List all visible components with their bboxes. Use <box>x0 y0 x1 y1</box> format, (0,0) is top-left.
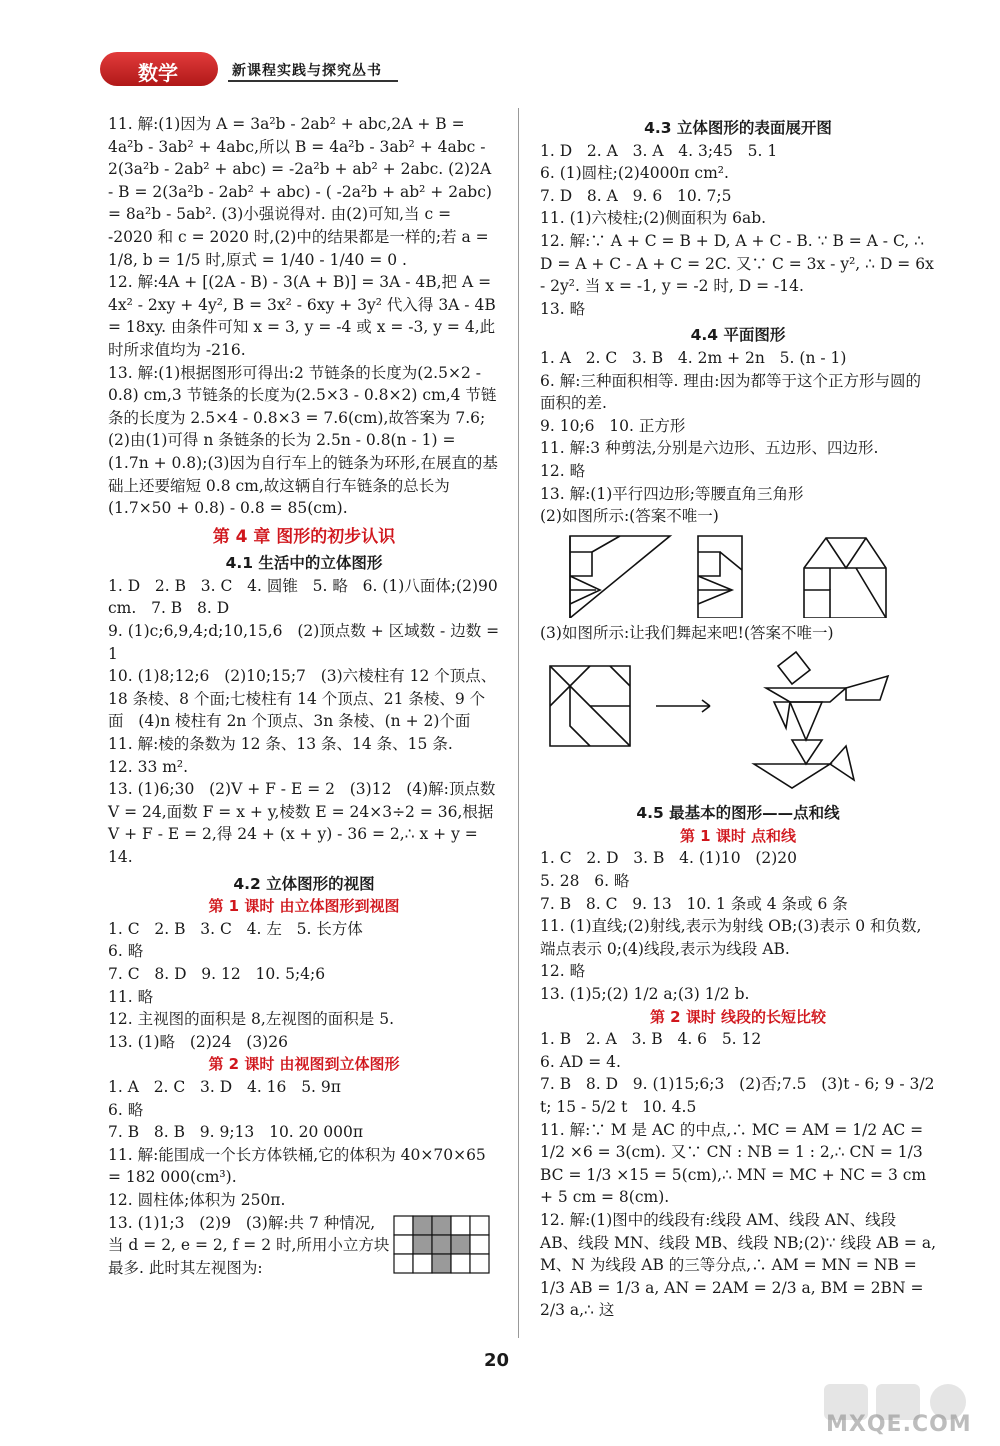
grid-cell <box>470 1235 489 1254</box>
answer-text: 13. (1)5;(2) 1/2 a;(3) 1/2 b. <box>540 985 750 1004</box>
dancer-edge <box>790 702 822 740</box>
answer-text: 7. C 8. D 9. 12 10. 5;4;6 <box>108 964 326 983</box>
answer-text: 11. (1)直线;(2)射线,表示为射线 OB;(3)表示 0 和负数,端点表示 0;(4)线段,表示为线段 AB. <box>540 917 922 958</box>
tangram-edge <box>570 552 592 576</box>
chapter-title: 第 4 章 图形的初步认识 <box>212 526 396 547</box>
answer-text: 1. C 2. D 3. B 4. (1)10 (2)20 <box>540 849 798 868</box>
answer-text: 1. C 2. B 3. C 4. 左 5. 长方体 <box>108 919 363 938</box>
section-title: 4.1 生活中的立体图形 <box>225 554 383 573</box>
right-column <box>540 113 941 1322</box>
grid-cell <box>451 1254 470 1273</box>
answer-text: 13. (1)6;30 (2)V + F - E = 2 (3)12 (4)解:顶点数 V = 24,面数 F = x + y,棱数 E = 24×3÷2 = 36,根据 V + F - E = 2,得 24 + (x + y) - 36 = 2,∴ x + y = 14. <box>108 780 501 866</box>
answer-text: 12. 圆柱体;体积为 250π. <box>108 1190 286 1209</box>
subject-label: 数学 <box>138 61 178 85</box>
lesson-title: 第 1 课时 点和线 <box>679 826 797 845</box>
answer-text: 13. (1)1;3 (2)9 (3)解:共 7 种情况,当 d = 2, e = 2, f = 2 时,所用小立方块最多. 此时其左视图为: <box>108 1213 390 1277</box>
answer-text: 1. D 2. A 3. A 4. 3;45 5. 1 <box>540 141 778 160</box>
answer-text: 11. 解:∵ M 是 AC 的中点,∴ MC = AM = 1/2 AC = 1/2 ×6 = 3(cm). 又∵ CN : NB = 1 : 2,∴ CN = 1/3 BC = 1/3 ×15 = 5(cm),∴ MN = MC + NC = 3 cm + 5 cm = 8(cm). <box>540 1120 932 1207</box>
subject-badge <box>100 52 218 86</box>
page-number: 20 <box>484 1350 510 1371</box>
tangram-edge <box>804 538 886 618</box>
tangram-edge <box>570 536 670 618</box>
tangram-dancer-figure <box>540 648 920 798</box>
answer-text: 12. 略 <box>540 962 586 981</box>
answer-text: 12. 解:(1)图中的线段有:线段 AM、线段 AN、线段 AB、线段 MN、线段 MB、线段 NB;(2)∵ 线段 AB = a, M、N 为线段 AB 的三等分点,∴ AM = MN = NB = 1/3 AB = 1/3 a, AN = 2AM = 2/3 a, BM = 2BN = 2/3 a,∴ 这 <box>540 1210 941 1320</box>
grid-cell <box>394 1254 413 1273</box>
lesson-title: 第 1 课时 由立体图形到视图 <box>208 897 400 916</box>
answer-text: 5. 28 6. 略 <box>540 872 630 891</box>
answer-text: (3)如图所示:让我们舞起来吧!(答案不唯一) <box>540 623 834 642</box>
answer-text: 11. 略 <box>108 987 154 1006</box>
answer-text: 13. 解:(1)平行四边形;等腰直角三角形 <box>540 484 804 503</box>
answer-text: 13. (1)略 (2)24 (3)26 <box>108 1032 288 1051</box>
left-column <box>108 113 505 1279</box>
answer-text: 11. (1)六棱柱;(2)侧面积为 6ab. <box>540 209 767 228</box>
answer-text: 6. 解:三种面积相等. 理由:因为都等于这个正方形与圆的面积的差. <box>540 371 922 413</box>
tangram-edge <box>804 590 830 618</box>
header-rule <box>228 80 398 82</box>
answer-text: 13. 解:(1)根据图形可得出:2 节链条的长度为(2.5×2 - 0.8) cm,3 节链条的长度为(2.5×3 - 0.8×2) cm,4 节链条的长度为 2.5×4 - 0.8×3 = 7.6(cm),故答案为 7.6;(2)由(1)可得 n 条链条的长为 2.5n - 0.8(n - 1) = (1.7n + 0.8);(3)因为自行车上的链条为环形,在展直的基础上还要缩短 0.8 cm,故这辆自行车链条的总长为(1.7×50 + 0.8) - 0.8 = 85(cm). <box>108 363 498 518</box>
section-title: 4.3 立体图形的表面展开图 <box>644 119 832 137</box>
answer-text: 6. AD = 4. <box>540 1052 621 1071</box>
answer-text: 12. 解:4A + [(2A - B) - 3(A + B)] = 3A - 4B,把 A = 4x² - 2xy + 4y², B = 3x² - 6xy + 3y² 代入得 3A - 4B = 18xy. 由条件可知 x = 3, y = -4 或 x = -3, y = 4,此时所求值均为 -216. <box>108 273 501 359</box>
question-with-grid <box>108 1212 500 1280</box>
lesson-title: 第 2 课时 由视图到立体图形 <box>208 1055 400 1074</box>
grid-cell <box>394 1216 413 1235</box>
answer-text: 12. 主视图的面积是 8,左视图的面积是 5. <box>108 1010 395 1029</box>
answer-text: 11. 解:棱的条数为 12 条、13 条、14 条、15 条. <box>108 735 453 754</box>
answer-text: 7. B 8. B 9. 9;13 10. 20 000π <box>108 1123 364 1142</box>
answer-text: 11. 解:能围成一个长方体铁桶,它的体积为 40×70×65 = 182 000(cm³). <box>108 1145 491 1187</box>
tangram-edge <box>592 536 620 552</box>
answer-text: 1. A 2. C 3. D 4. 16 5. 9π <box>108 1077 341 1096</box>
answer-text: 11. 解:(1)因为 A = 3a²b - 2ab² + abc,2A + B = 4a²b - 3ab² + 4abc,所以 B = 4a²b - 3ab² + 4abc - 2(3a²b - 2ab² + abc) = -2a²b + ab² + 2abc. (2)2A - B = 2(3a²b - 2ab² + abc) - ( -2a²b + ab² + 2abc) = 8a²b - 5ab². (3)小强说得对. 由(2)可知,当 c = -2020 和 c = 2020 时,(2)中的结果都是一样的;若 a = 1/8, b = 1/5 时,原式 = 1/40 - 1/40 = 0 . <box>108 115 497 269</box>
tangram-edge <box>826 538 866 568</box>
grid-cell <box>413 1254 432 1273</box>
answer-text: 7. D 8. A 9. 6 10. 7;5 <box>540 186 732 205</box>
grid-cell <box>470 1254 489 1273</box>
column-divider <box>518 108 519 1338</box>
dancer-edge <box>766 688 846 702</box>
answer-text: 6. 略 <box>108 942 144 961</box>
answer-text: 6. 略 <box>108 1100 144 1119</box>
dancer-edge <box>846 676 888 700</box>
series-title: 新课程实践与探究丛书 <box>232 63 382 79</box>
grid-cell <box>451 1235 470 1254</box>
grid-cell <box>394 1235 413 1254</box>
tangram-edge <box>698 552 720 576</box>
answer-text: (2)如图所示:(答案不唯一) <box>540 507 719 526</box>
answer-text: 1. B 2. A 3. B 4. 6 5. 12 <box>540 1030 762 1049</box>
grid-cell <box>432 1235 451 1254</box>
section-title: 4.2 立体图形的视图 <box>233 874 375 893</box>
answer-text: 12. 略 <box>540 461 586 480</box>
tangram-edge <box>698 536 742 618</box>
answer-text: 9. (1)c;6,9,4;d;10,15,6 (2)顶点数 + 区域数 - 边数 = 1 <box>108 622 505 663</box>
grid-cell <box>432 1254 451 1273</box>
tangram-edge <box>856 568 886 618</box>
grid-cell <box>432 1216 451 1235</box>
section-title: 4.5 最基本的图形——点和线 <box>636 804 840 823</box>
answer-text: 7. B 8. C 9. 13 10. 1 条或 4 条或 6 条 <box>540 894 848 913</box>
answer-text: 7. B 8. D 9. (1)15;6;3 (2)否;7.5 (3)t - 6; 9 - 3/2 t; 15 - 5/2 t 10. 4.5 <box>540 1075 940 1116</box>
answer-text: 12. 解:∵ A + C = B + D, A + C - B. ∵ B = A - C, ∴ D = A + C - A + C = 2C. 又∵ C = 3x - y², ∴ D = 6x - 2y². 当 x = -1, y = -2 时, D = -14. <box>540 231 939 296</box>
answer-text: 1. A 2. C 3. B 4. 2m + 2n 5. (n - 1) <box>540 348 847 367</box>
left-view-grid-figure <box>392 1214 492 1276</box>
answer-text: 9. 10;6 10. 正方形 <box>540 416 686 435</box>
answer-text: 12. 33 m². <box>108 757 189 776</box>
grid-cell <box>413 1216 432 1235</box>
grid-cell <box>413 1235 432 1254</box>
dancer-edge <box>792 740 822 764</box>
dancer-edge <box>830 746 854 780</box>
answer-text: 1. D 2. B 3. C 4. 圆锥 5. 略 6. (1)八面体;(2)90 cm. 7. B 8. D <box>108 576 503 618</box>
answer-text: 6. (1)圆柱;(2)4000π cm². <box>540 164 729 183</box>
answer-text: 13. 略 <box>540 299 586 318</box>
lesson-title: 第 2 课时 线段的长短比较 <box>649 1007 827 1026</box>
watermark-text: MXQE.COM <box>826 1412 972 1437</box>
answer-text: 11. 解:3 种剪法,分别是六边形、五边形、四边形. <box>540 439 879 458</box>
section-title: 4.4 平面图形 <box>690 326 786 345</box>
answer-text: 10. (1)8;12;6 (2)10;15;7 (3)六棱柱有 12 个顶点、18 条棱、8 个面;七棱柱有 14 个顶点、21 条棱、9 个面 (4)n 棱柱有 2n 个顶点、3n 条棱、(n + 2)个面 <box>108 667 497 731</box>
dancer-edge <box>778 652 810 684</box>
dancer-edge <box>754 764 830 788</box>
grid-cell <box>470 1216 489 1235</box>
tangram-figures-2 <box>540 532 920 618</box>
page-header <box>100 52 400 88</box>
tangram-edge <box>720 552 742 570</box>
dancer-edge <box>610 666 630 686</box>
grid-cell <box>451 1216 470 1235</box>
dancer-edge <box>774 702 790 728</box>
